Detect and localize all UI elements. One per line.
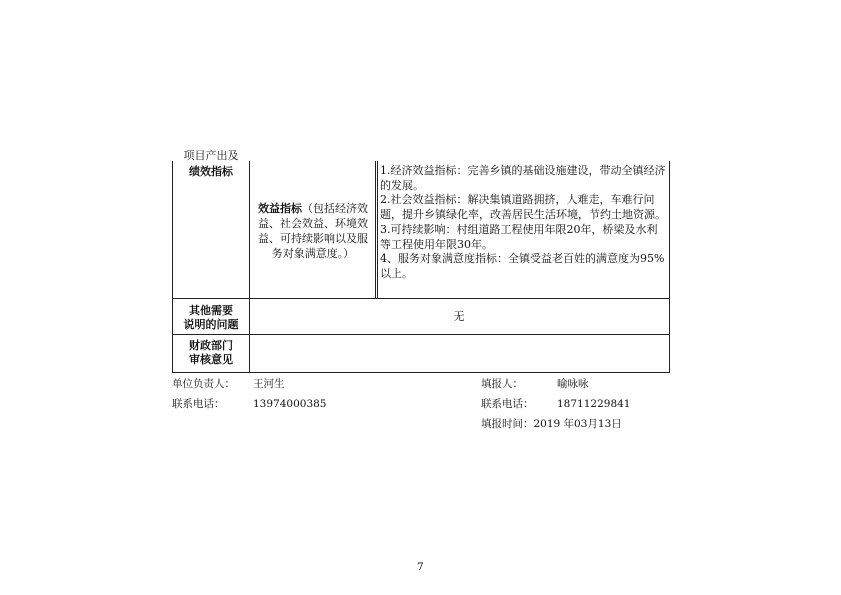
finance-review-label: 财政部门 审核意见 bbox=[189, 339, 233, 366]
detail-item: 3.可持续影响：村组道路工程使用年限20年，桥梁及水利等工程使用年限30年。 bbox=[380, 222, 658, 251]
detail-item: 4、服务对象满意度指标：全镇受益老百姓的满意度为95%以上。 bbox=[380, 252, 665, 280]
filler-name: 喻咏咏 bbox=[557, 378, 589, 390]
column-divider bbox=[375, 161, 376, 298]
cut-off-label: 项目产出及 bbox=[183, 149, 239, 162]
benefit-indicator-title: 效益指标 bbox=[258, 202, 302, 215]
phone-right: 18711229841 bbox=[557, 398, 631, 410]
other-issues-label: 其他需要 说明的问题 bbox=[183, 304, 239, 331]
unit-head-label: 单位负责人： bbox=[172, 378, 235, 390]
unit-head-name: 王河生 bbox=[253, 378, 285, 390]
detail-item: 1.经济效益指标：完善乡镇的基础设施建设，带动全镇经济的发展。 bbox=[380, 164, 666, 192]
fill-time: 填报时间：2019 年03月13日 bbox=[481, 418, 622, 430]
detail-item: 2.社会效益指标：解决集镇道路拥挤，人难走，车难行问题，提升乡镇绿化率，改善居民生活环境，节约土地资源。 bbox=[380, 193, 666, 222]
performance-indicator-label: 绩效指标 bbox=[189, 165, 233, 178]
benefit-indicator-note: （包括经济效益、社会效益、环境效益、可持续影响以及服务对象满意度。） bbox=[258, 202, 368, 260]
performance-table bbox=[172, 149, 670, 373]
benefit-indicator-cell bbox=[253, 201, 373, 261]
row-divider bbox=[173, 298, 669, 299]
phone-label-left: 联系电话： bbox=[172, 398, 225, 410]
column-divider bbox=[249, 161, 250, 372]
phone-left: 13974000385 bbox=[253, 398, 327, 410]
row-divider bbox=[173, 334, 669, 335]
filler-label: 填报人： bbox=[481, 378, 523, 390]
page-number: 7 bbox=[417, 561, 424, 573]
benefit-details-cell bbox=[380, 164, 668, 282]
phone-label-right: 联系电话： bbox=[481, 398, 534, 410]
other-issues-value: 无 bbox=[453, 310, 465, 323]
column-divider bbox=[377, 161, 378, 298]
